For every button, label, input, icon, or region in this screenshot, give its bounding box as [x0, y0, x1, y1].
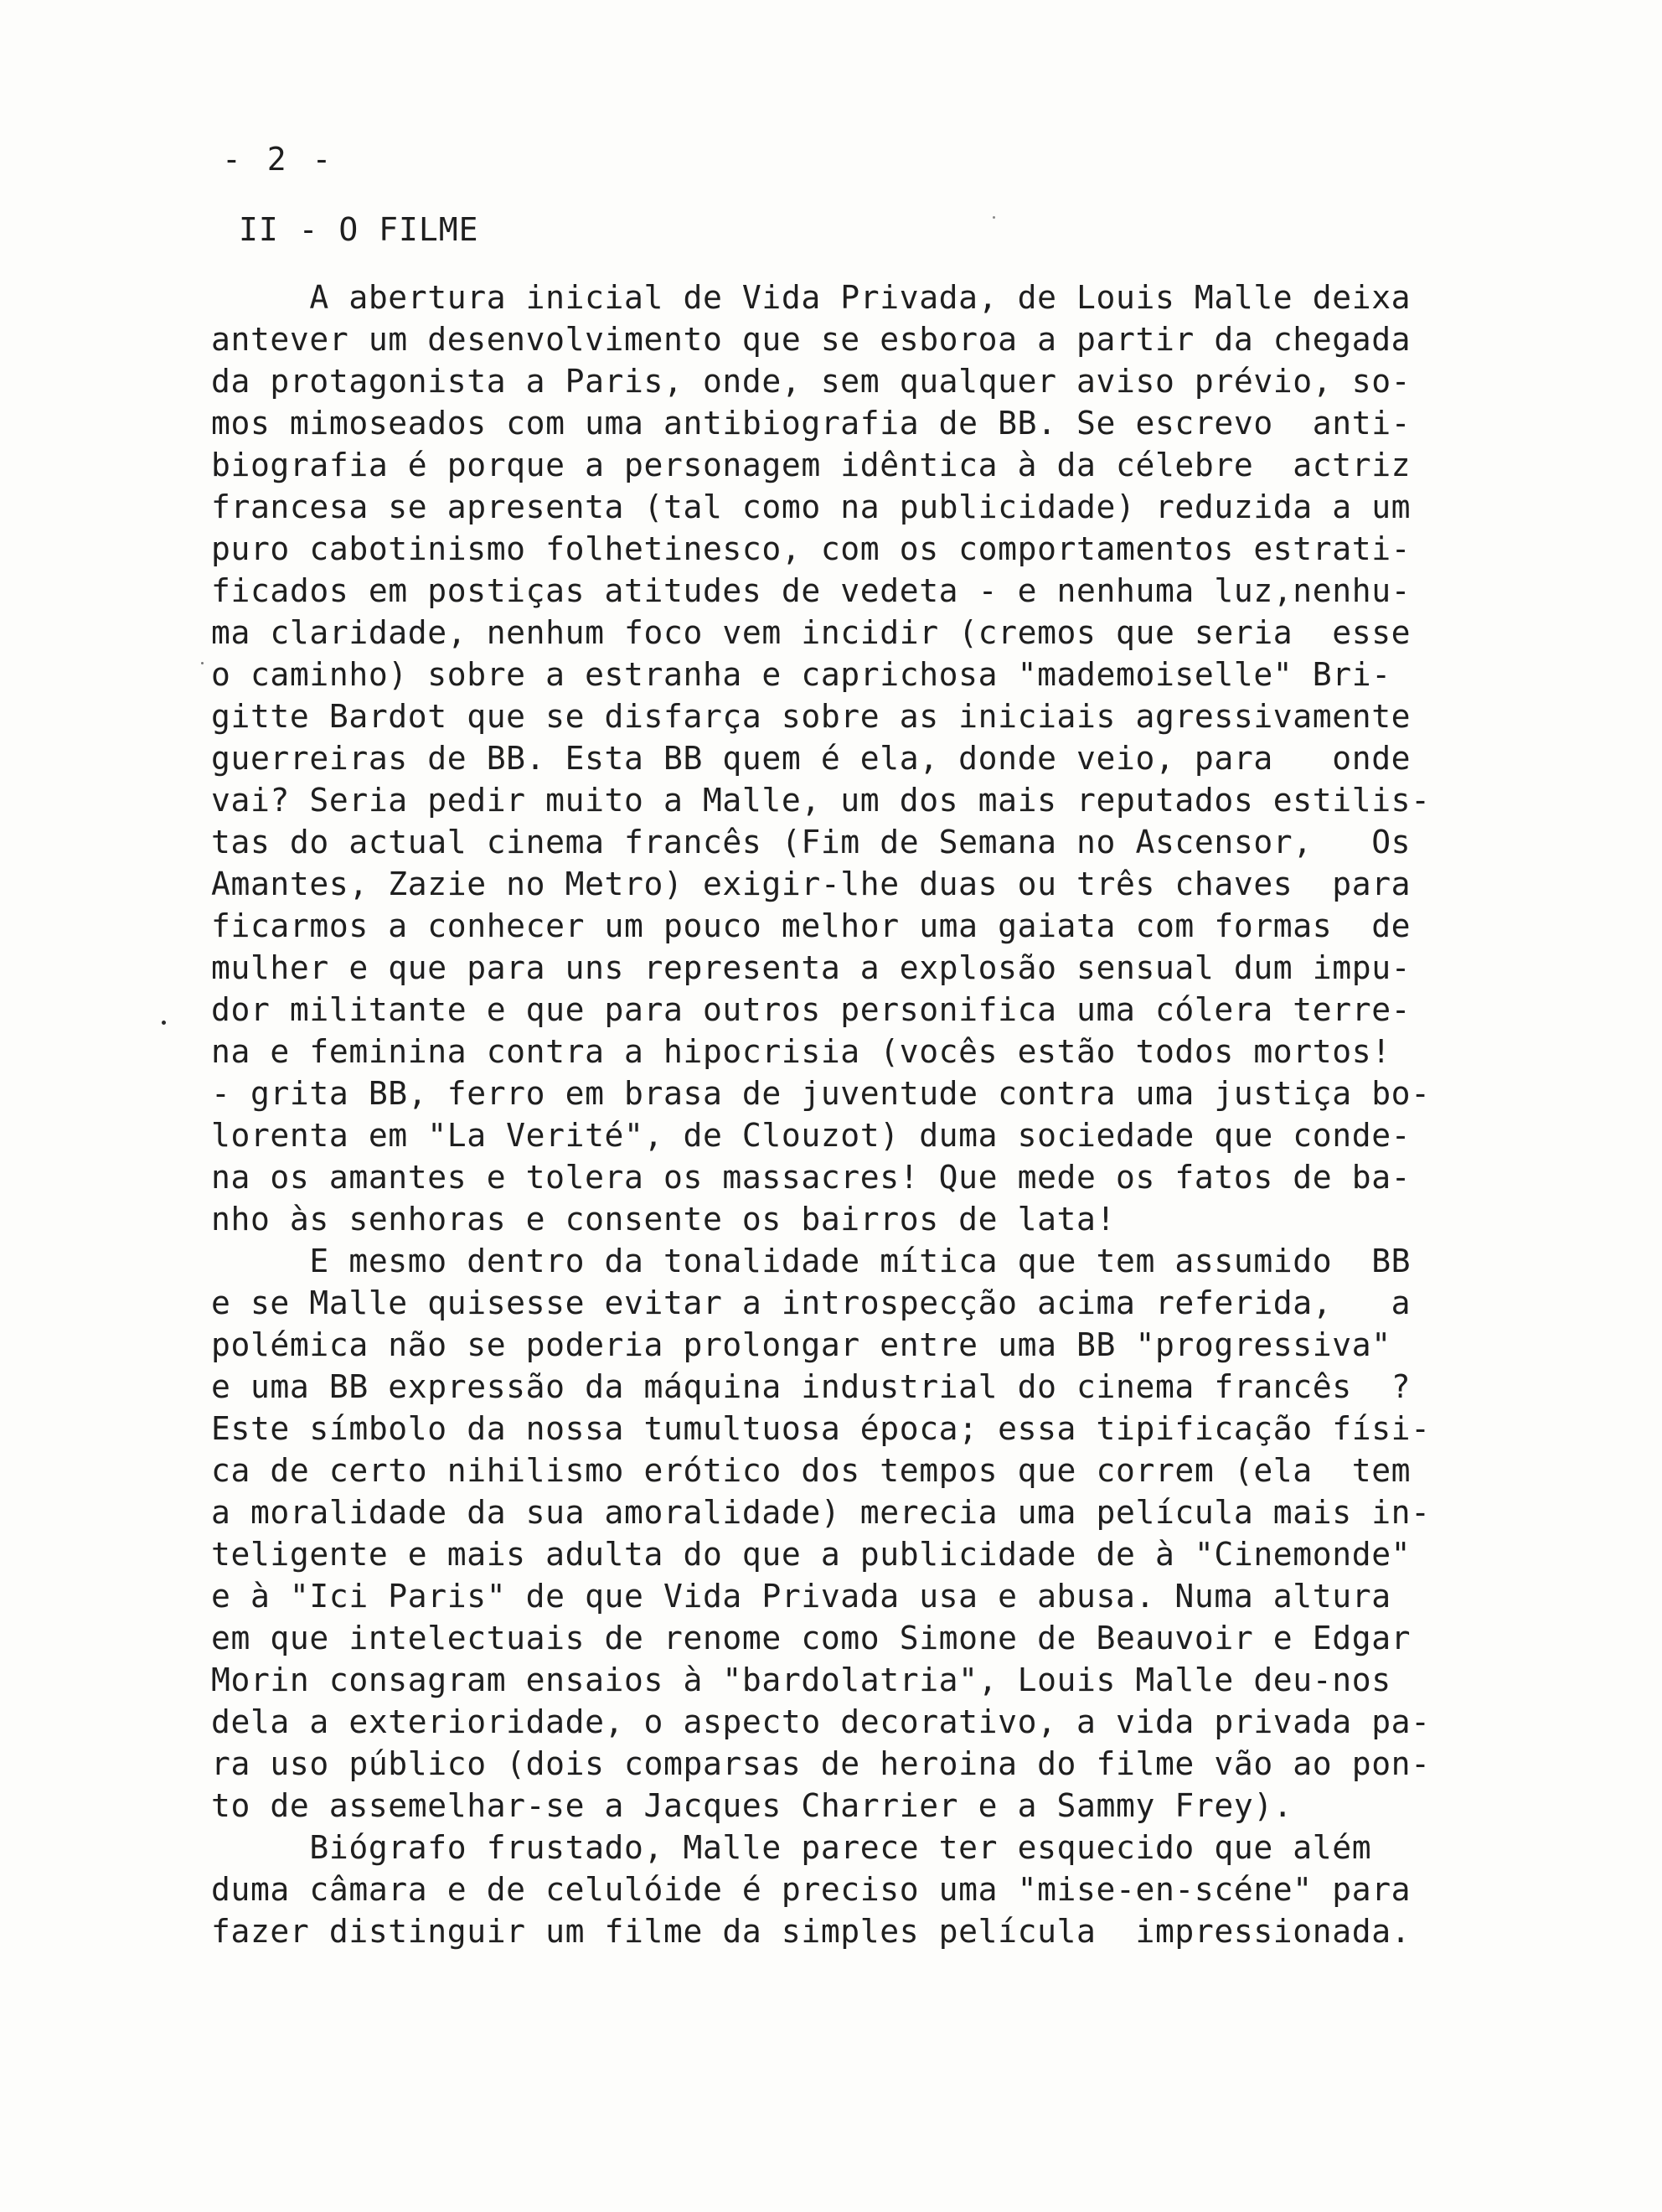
section-heading: II - O FILME [239, 211, 479, 248]
text-line: to de assemelhar-se a Jacques Charrier e a Sammy Frey). [211, 1787, 1293, 1824]
text-line: ra uso público (dois comparsas de heroina do filme vão ao pon- [211, 1745, 1431, 1782]
ink-speck [201, 662, 204, 664]
text-line: - grita BB, ferro em brasa de juventude contra uma justiça bo- [211, 1075, 1431, 1112]
text-line: vai? Seria pedir muito a Malle, um dos mais reputados estilis- [211, 782, 1431, 819]
text-line: na os amantes e tolera os massacres! Que mede os fatos de ba- [211, 1159, 1412, 1196]
text-line: e se Malle quisesse evitar a introspecção acima referida, a [211, 1284, 1412, 1321]
body-text [211, 276, 1518, 1952]
text-line: guerreiras de BB. Esta BB quem é ela, donde veio, para onde [211, 740, 1412, 777]
text-line: mulher e que para uns representa a explosão sensual dum impu- [211, 949, 1412, 986]
text-line: na e feminina contra a hipocrisia (vocês estão todos mortos! [211, 1033, 1391, 1070]
text-line: dor militante e que para outros personifica uma cólera terre- [211, 991, 1412, 1028]
text-line: duma câmara e de celulóide é preciso uma "mise-en-scéne" para [211, 1871, 1412, 1908]
text-line: e à "Ici Paris" de que Vida Privada usa e abusa. Numa altura [211, 1578, 1391, 1615]
ink-speck [993, 216, 995, 219]
text-line: nho às senhoras e consente os bairros de lata! [211, 1201, 1116, 1238]
text-line: ficados em postiças atitudes de vedeta - e nenhuma luz,nenhu- [211, 572, 1412, 609]
text-line: ma claridade, nenhum foco vem incidir (cremos que seria esse [211, 614, 1412, 651]
text-line: Morin consagram ensaios à "bardolatria", Louis Malle deu-nos [211, 1662, 1391, 1698]
text-line: a moralidade da sua amoralidade) merecia uma película mais in- [211, 1494, 1431, 1531]
text-line: dela a exterioridade, o aspecto decorativo, a vida privada pa- [211, 1703, 1431, 1740]
text-line: o caminho) sobre a estranha e caprichosa "mademoiselle" Bri- [211, 656, 1391, 693]
text-line: francesa se apresenta (tal como na publicidade) reduzida a um [211, 488, 1412, 525]
text-line: em que intelectuais de renome como Simone de Beauvoir e Edgar [211, 1620, 1412, 1656]
text-line: fazer distinguir um filme da simples película impressionada. [211, 1913, 1412, 1950]
text-line: puro cabotinismo folhetinesco, com os comportamentos estrati- [211, 530, 1412, 567]
text-line: Biógrafo frustado, Malle parece ter esquecido que além [211, 1829, 1372, 1866]
text-line: Amantes, Zazie no Metro) exigir-lhe duas ou três chaves para [211, 866, 1412, 902]
page-number: - 2 - [222, 141, 335, 178]
text-line: tas do actual cinema francês (Fim de Semana no Ascensor, Os [211, 824, 1412, 861]
text-line: lorenta em "La Verité", de Clouzot) duma sociedade que conde- [211, 1117, 1412, 1154]
text-line: biografia é porque a personagem idêntica à da célebre actriz [211, 447, 1412, 483]
text-line: polémica não se poderia prolongar entre uma BB "progressiva" [211, 1326, 1391, 1363]
text-line: E mesmo dentro da tonalidade mítica que tem assumido BB [211, 1243, 1412, 1279]
text-line: teligente e mais adulta do que a publicidade de à "Cinemonde" [211, 1536, 1412, 1573]
text-line: Este símbolo da nossa tumultuosa época; essa tipificação físi- [211, 1410, 1431, 1447]
ink-speck [162, 1021, 166, 1025]
text-line: da protagonista a Paris, onde, sem qualquer aviso prévio, so- [211, 363, 1412, 400]
text-line: gitte Bardot que se disfarça sobre as iniciais agressivamente [211, 698, 1412, 735]
text-line: ficarmos a conhecer um pouco melhor uma gaiata com formas de [211, 907, 1412, 944]
text-line: mos mimoseados com uma antibiografia de BB. Se escrevo anti- [211, 405, 1412, 442]
text-line: antever um desenvolvimento que se esboroa a partir da chegada [211, 321, 1412, 358]
text-line: ca de certo nihilismo erótico dos tempos que correm (ela tem [211, 1452, 1412, 1489]
text-line: e uma BB expressão da máquina industrial do cinema francês ? [211, 1368, 1412, 1405]
text-line: A abertura inicial de Vida Privada, de Louis Malle deixa [211, 279, 1412, 316]
